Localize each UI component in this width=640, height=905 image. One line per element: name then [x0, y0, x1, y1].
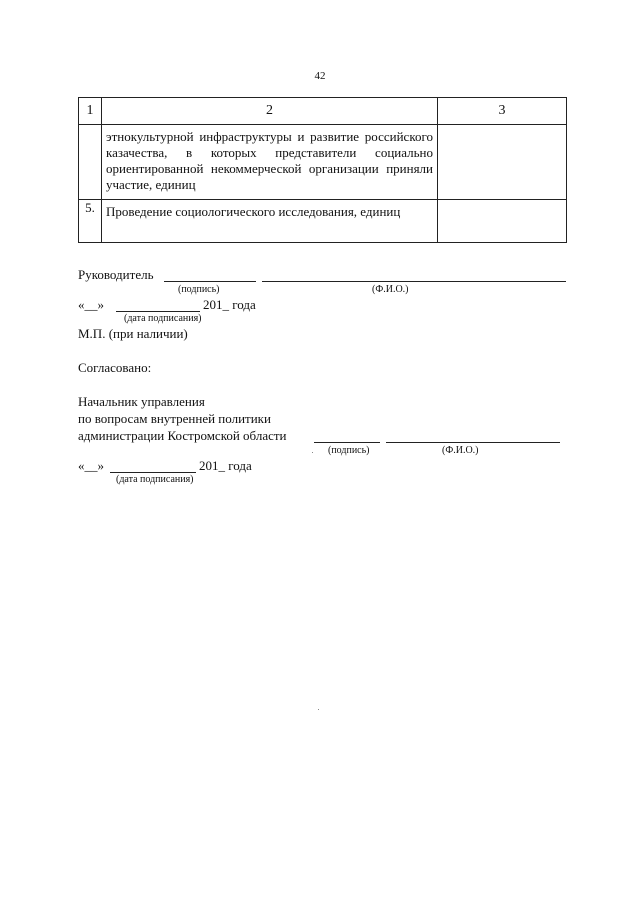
approval-signature-line: [314, 442, 380, 443]
approval-date-line: [110, 472, 196, 473]
table-header-cell: 3: [438, 98, 567, 125]
date-quote: «__»: [78, 297, 104, 312]
approval-date-caption: (дата подписания): [116, 474, 194, 485]
report-table: [78, 97, 567, 243]
row-number: 5.: [79, 200, 102, 243]
row-value: [438, 200, 567, 243]
approval-signature-caption: (подпись): [328, 445, 370, 456]
date-caption: (дата подписания): [124, 313, 202, 324]
table-header-row: [79, 98, 567, 125]
date-line: [116, 311, 200, 312]
table-header-cell: 2: [102, 98, 438, 125]
fio-caption: (Ф.И.О.): [372, 284, 409, 295]
row-description-cell: [102, 200, 438, 243]
row-description: этнокультурной инфраструктуры и развитие российского казачества, в которых представители социально ориентированной некоммерческой организации приняли участие, единиц: [106, 129, 433, 192]
signature-line: [164, 281, 256, 282]
approval-fio-line: [386, 442, 560, 443]
page-number: 42: [314, 70, 326, 82]
table-row: [79, 125, 567, 200]
stamp-label: М.П. (при наличии): [78, 326, 188, 341]
row-description-cell: [102, 125, 438, 200]
table-row: [79, 200, 567, 243]
table-header-cell: 1: [79, 98, 102, 125]
scan-speck: [312, 452, 313, 453]
approval-date-year: 201_ года: [199, 458, 252, 473]
position-line-2: по вопросам внутренней политики: [78, 411, 271, 426]
scan-speck: [318, 709, 319, 710]
position-line-1: Начальник управления: [78, 394, 205, 409]
row-value: [438, 125, 567, 200]
date-year: 201_ года: [203, 297, 256, 312]
signature-caption: (подпись): [178, 284, 220, 295]
approval-date-quote: «__»: [78, 458, 104, 473]
position-line-3: администрации Костромской области: [78, 428, 287, 443]
approval-fio-caption: (Ф.И.О.): [442, 445, 479, 456]
head-label: Руководитель: [78, 267, 154, 282]
row-description: Проведение социологического исследования, единиц: [106, 204, 401, 219]
fio-line: [262, 281, 566, 282]
approval-title: Согласовано:: [78, 360, 152, 375]
row-number: [79, 125, 102, 200]
